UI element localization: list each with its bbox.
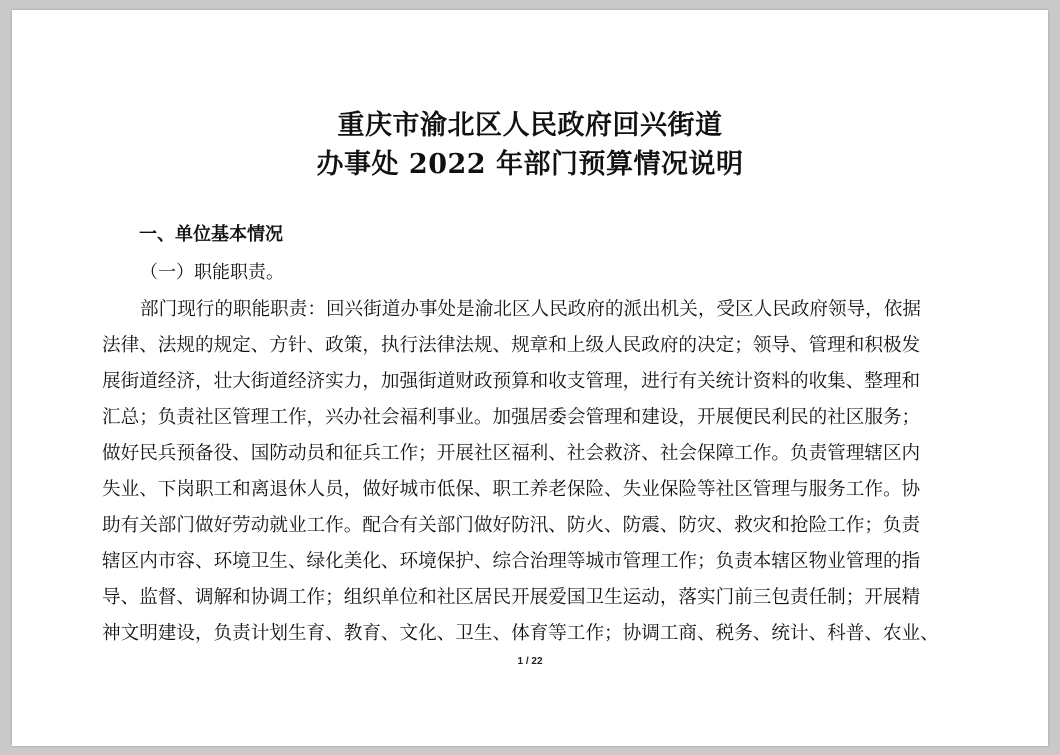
paragraph-line-9: 导、监督、调解和协调工作；组织单位和社区居民开展爱国卫生运动，落实门前三包责任制；开展精 <box>102 587 921 608</box>
paragraph-line-5: 做好民兵预备役、国防动员和征兵工作；开展社区福利、社会救济、社会保障工作。负责管理辖区内 <box>102 443 921 464</box>
paragraph-line-10: 神文明建设，负责计划生育、教育、文化、卫生、体育等工作；协调工商、税务、统计、科普、农业、 <box>102 623 939 644</box>
section-heading: 一、单位基本情况 <box>139 224 283 245</box>
document-title-line-1: 重庆市渝北区人民政府回兴街道 <box>337 110 723 141</box>
subsection-heading: （一）职能职责。 <box>140 262 284 283</box>
paragraph-line-6: 失业、下岗职工和离退休人员，做好城市低保、职工养老保险、失业保险等社区管理与服务工作。协 <box>102 479 921 500</box>
document-page <box>12 10 1048 746</box>
page-number: 1 / 22 <box>517 656 543 667</box>
paragraph-line-3: 展街道经济，壮大街道经济实力，加强街道财政预算和收支管理，进行有关统计资料的收集、整理和 <box>102 371 921 392</box>
paragraph-line-8: 辖区内市容、环境卫生、绿化美化、环境保护、综合治理等城市管理工作；负责本辖区物业管理的指 <box>102 551 921 572</box>
document-title-line-2: 办事处 2022 年部门预算情况说明 <box>316 149 744 180</box>
paragraph-line-1: 部门现行的职能职责：回兴街道办事处是渝北区人民政府的派出机关，受区人民政府领导，依据 <box>140 299 921 320</box>
paragraph-line-2: 法律、法规的规定、方针、政策，执行法律法规、规章和上级人民政府的决定；领导、管理和积极发 <box>102 335 921 356</box>
paragraph-line-7: 助有关部门做好劳动就业工作。配合有关部门做好防汛、防火、防震、防灾、救灾和抢险工作；负责 <box>102 515 921 536</box>
paragraph-line-4: 汇总；负责社区管理工作，兴办社会福利事业。加强居委会管理和建设，开展便民利民的社区服务； <box>102 407 921 428</box>
